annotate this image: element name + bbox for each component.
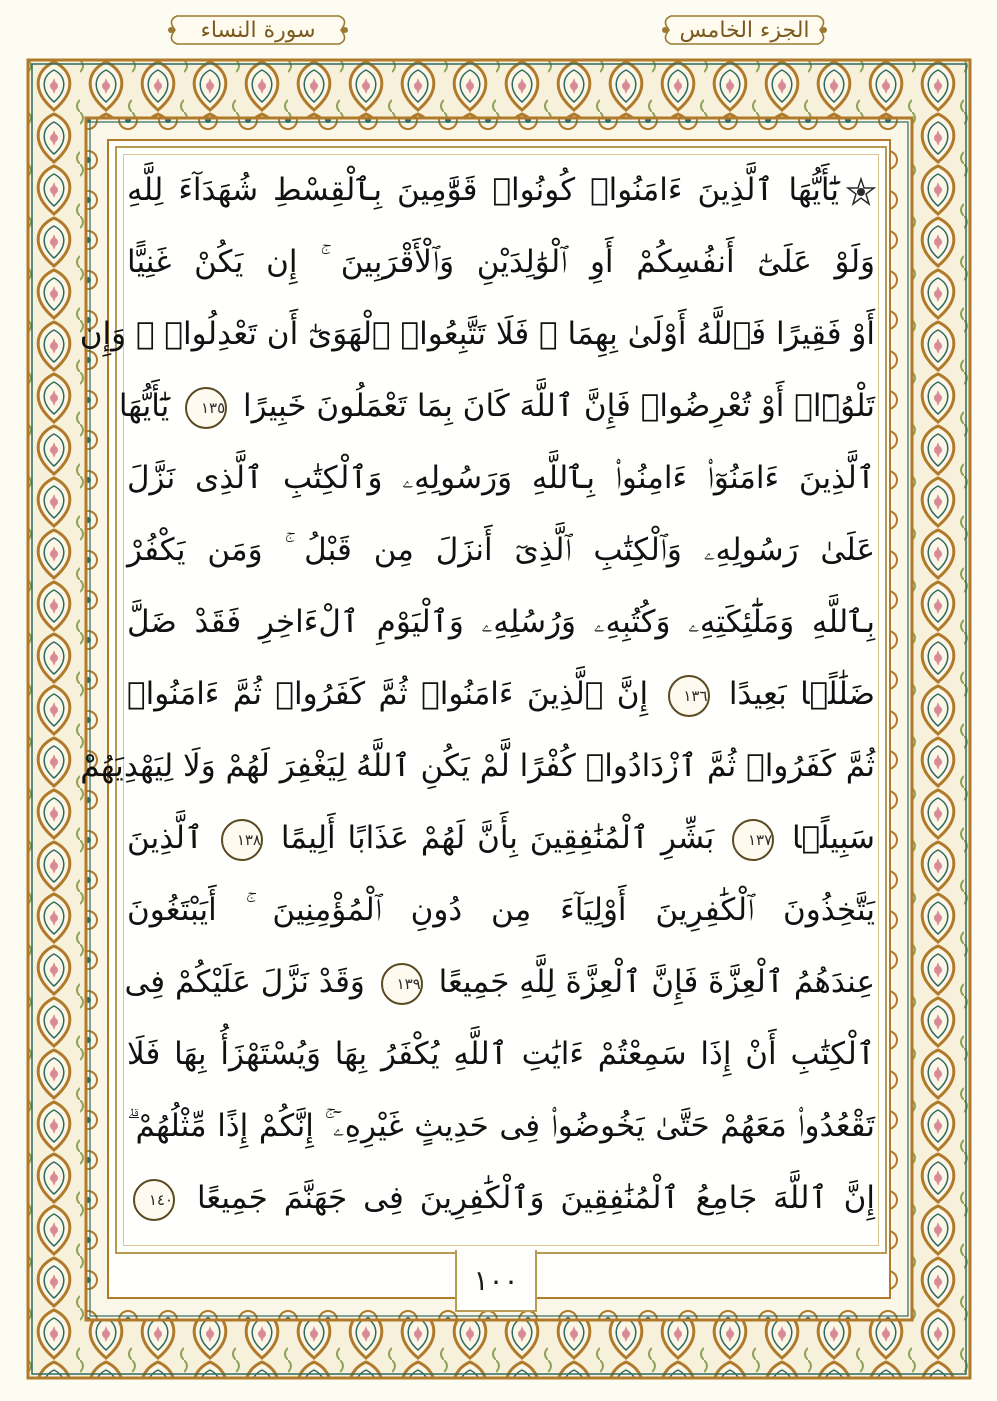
text-line-10: سَبِيلًۢا ١٣٧ بَشِّرِ ٱلْمُنَٰفِقِينَ بِأَنَّ لَهُمْ عَذَابًا أَلِيمًا ١٣٨ ٱلَّذِينَ <box>127 804 875 872</box>
hizb-star-icon <box>847 178 875 206</box>
ayah-number-136: ١٣٦ <box>668 675 710 717</box>
text-line-9: ثُمَّ كَفَرُوا۟ ثُمَّ ٱزْدَادُوا۟ كُفْرًا لَّمْ يَكُنِ ٱللَّهُ لِيَغْفِرَ لَهُمْ وَلَا لِيَهْدِيَهُمْ <box>80 748 875 784</box>
ayah-number-137: ١٣٧ <box>732 819 774 861</box>
text-line-11: يَتَّخِذُونَ ٱلْكَٰفِرِينَ أَوْلِيَآءَ مِن دُونِ ٱلْمُؤْمِنِينَ ۚ أَيَبْتَغُونَ <box>127 892 875 928</box>
ayah-number-138: ١٣٨ <box>221 819 263 861</box>
ayah-number-140: ١٤٠ <box>133 1179 175 1221</box>
text-line-14: تَقْعُدُوا۟ مَعَهُمْ حَتَّىٰ يَخُوضُوا۟ فِى حَدِيثٍ غَيْرِهِۦٓ ۚ إِنَّكُمْ إِذًا مِّثْلُهُمْ ۗ <box>127 1108 875 1144</box>
text-line-8: ضَلَٰلًۢا بَعِيدًا ١٣٦ إِنَّ ٱلَّذِينَ ءَامَنُوا۟ ثُمَّ كَفَرُوا۟ ثُمَّ ءَامَنُوا۟ <box>127 660 875 728</box>
text-line-2: وَلَوْ عَلَىٰٓ أَنفُسِكُمْ أَوِ ٱلْوَٰلِدَيْنِ وَٱلْأَقْرَبِينَ ۚ إِن يَكُنْ غَنِيًّا <box>127 244 875 280</box>
juz-name-header: الجزء الخامس <box>657 12 832 48</box>
text-line-1: يَٰٓأَيُّهَا ٱلَّذِينَ ءَامَنُوا۟ كُونُوا۟ قَوَّٰمِينَ بِٱلْقِسْطِ شُهَدَآءَ لِلَّهِ <box>127 156 875 224</box>
text-line-12: عِندَهُمُ ٱلْعِزَّةَ فَإِنَّ ٱلْعِزَّةَ لِلَّهِ جَمِيعًا ١٣٩ وَقَدْ نَزَّلَ عَلَيْكُمْ فِى <box>127 948 875 1016</box>
text-line-3: أَوْ فَقِيرًا فَٱللَّهُ أَوْلَىٰ بِهِمَا ۖ فَلَا تَتَّبِعُوا۟ ٱلْهَوَىٰٓ أَن تَعْدِلُوا۟ ۚ وَإِن <box>79 316 875 352</box>
text-line-13: ٱلْكِتَٰبِ أَنْ إِذَا سَمِعْتُمْ ءَايَٰتِ ٱللَّهِ يُكْفَرُ بِهَا وَيُسْتَهْزَأُ بِهَا فَلَا <box>127 1036 875 1072</box>
text-line-4: تَلْوُۥٓا۟ أَوْ تُعْرِضُوا۟ فَإِنَّ ٱللَّهَ كَانَ بِمَا تَعْمَلُونَ خَبِيرًا ١٣٥ يَٰٓأَيُّهَا <box>127 372 875 440</box>
text-line-6: عَلَىٰ رَسُولِهِۦ وَٱلْكِتَٰبِ ٱلَّذِىٓ أَنزَلَ مِن قَبْلُ ۚ وَمَن يَكْفُرْ <box>127 532 875 568</box>
ayah-number-135: ١٣٥ <box>185 387 227 429</box>
page-number: ١٠٠ <box>455 1250 537 1312</box>
text-line-7: بِٱللَّهِ وَمَلَٰٓئِكَتِهِۦ وَكُتُبِهِۦ وَرُسُلِهِۦ وَٱلْيَوْمِ ٱلْءَاخِرِ فَقَدْ ضَلَّ <box>127 604 875 640</box>
text-line-5: ٱلَّذِينَ ءَامَنُوٓا۟ ءَامِنُوا۟ بِٱللَّهِ وَرَسُولِهِۦ وَٱلْكِتَٰبِ ٱلَّذِى نَزَّلَ <box>127 460 875 496</box>
text-line-15: إِنَّ ٱللَّهَ جَامِعُ ٱلْمُنَٰفِقِينَ وَٱلْكَٰفِرِينَ فِى جَهَنَّمَ جَمِيعًا ١٤٠ <box>127 1164 875 1232</box>
surah-name-header: سورة النساء <box>163 12 353 48</box>
quran-text-panel <box>79 146 887 1254</box>
ayah-number-139: ١٣٩ <box>381 963 423 1005</box>
